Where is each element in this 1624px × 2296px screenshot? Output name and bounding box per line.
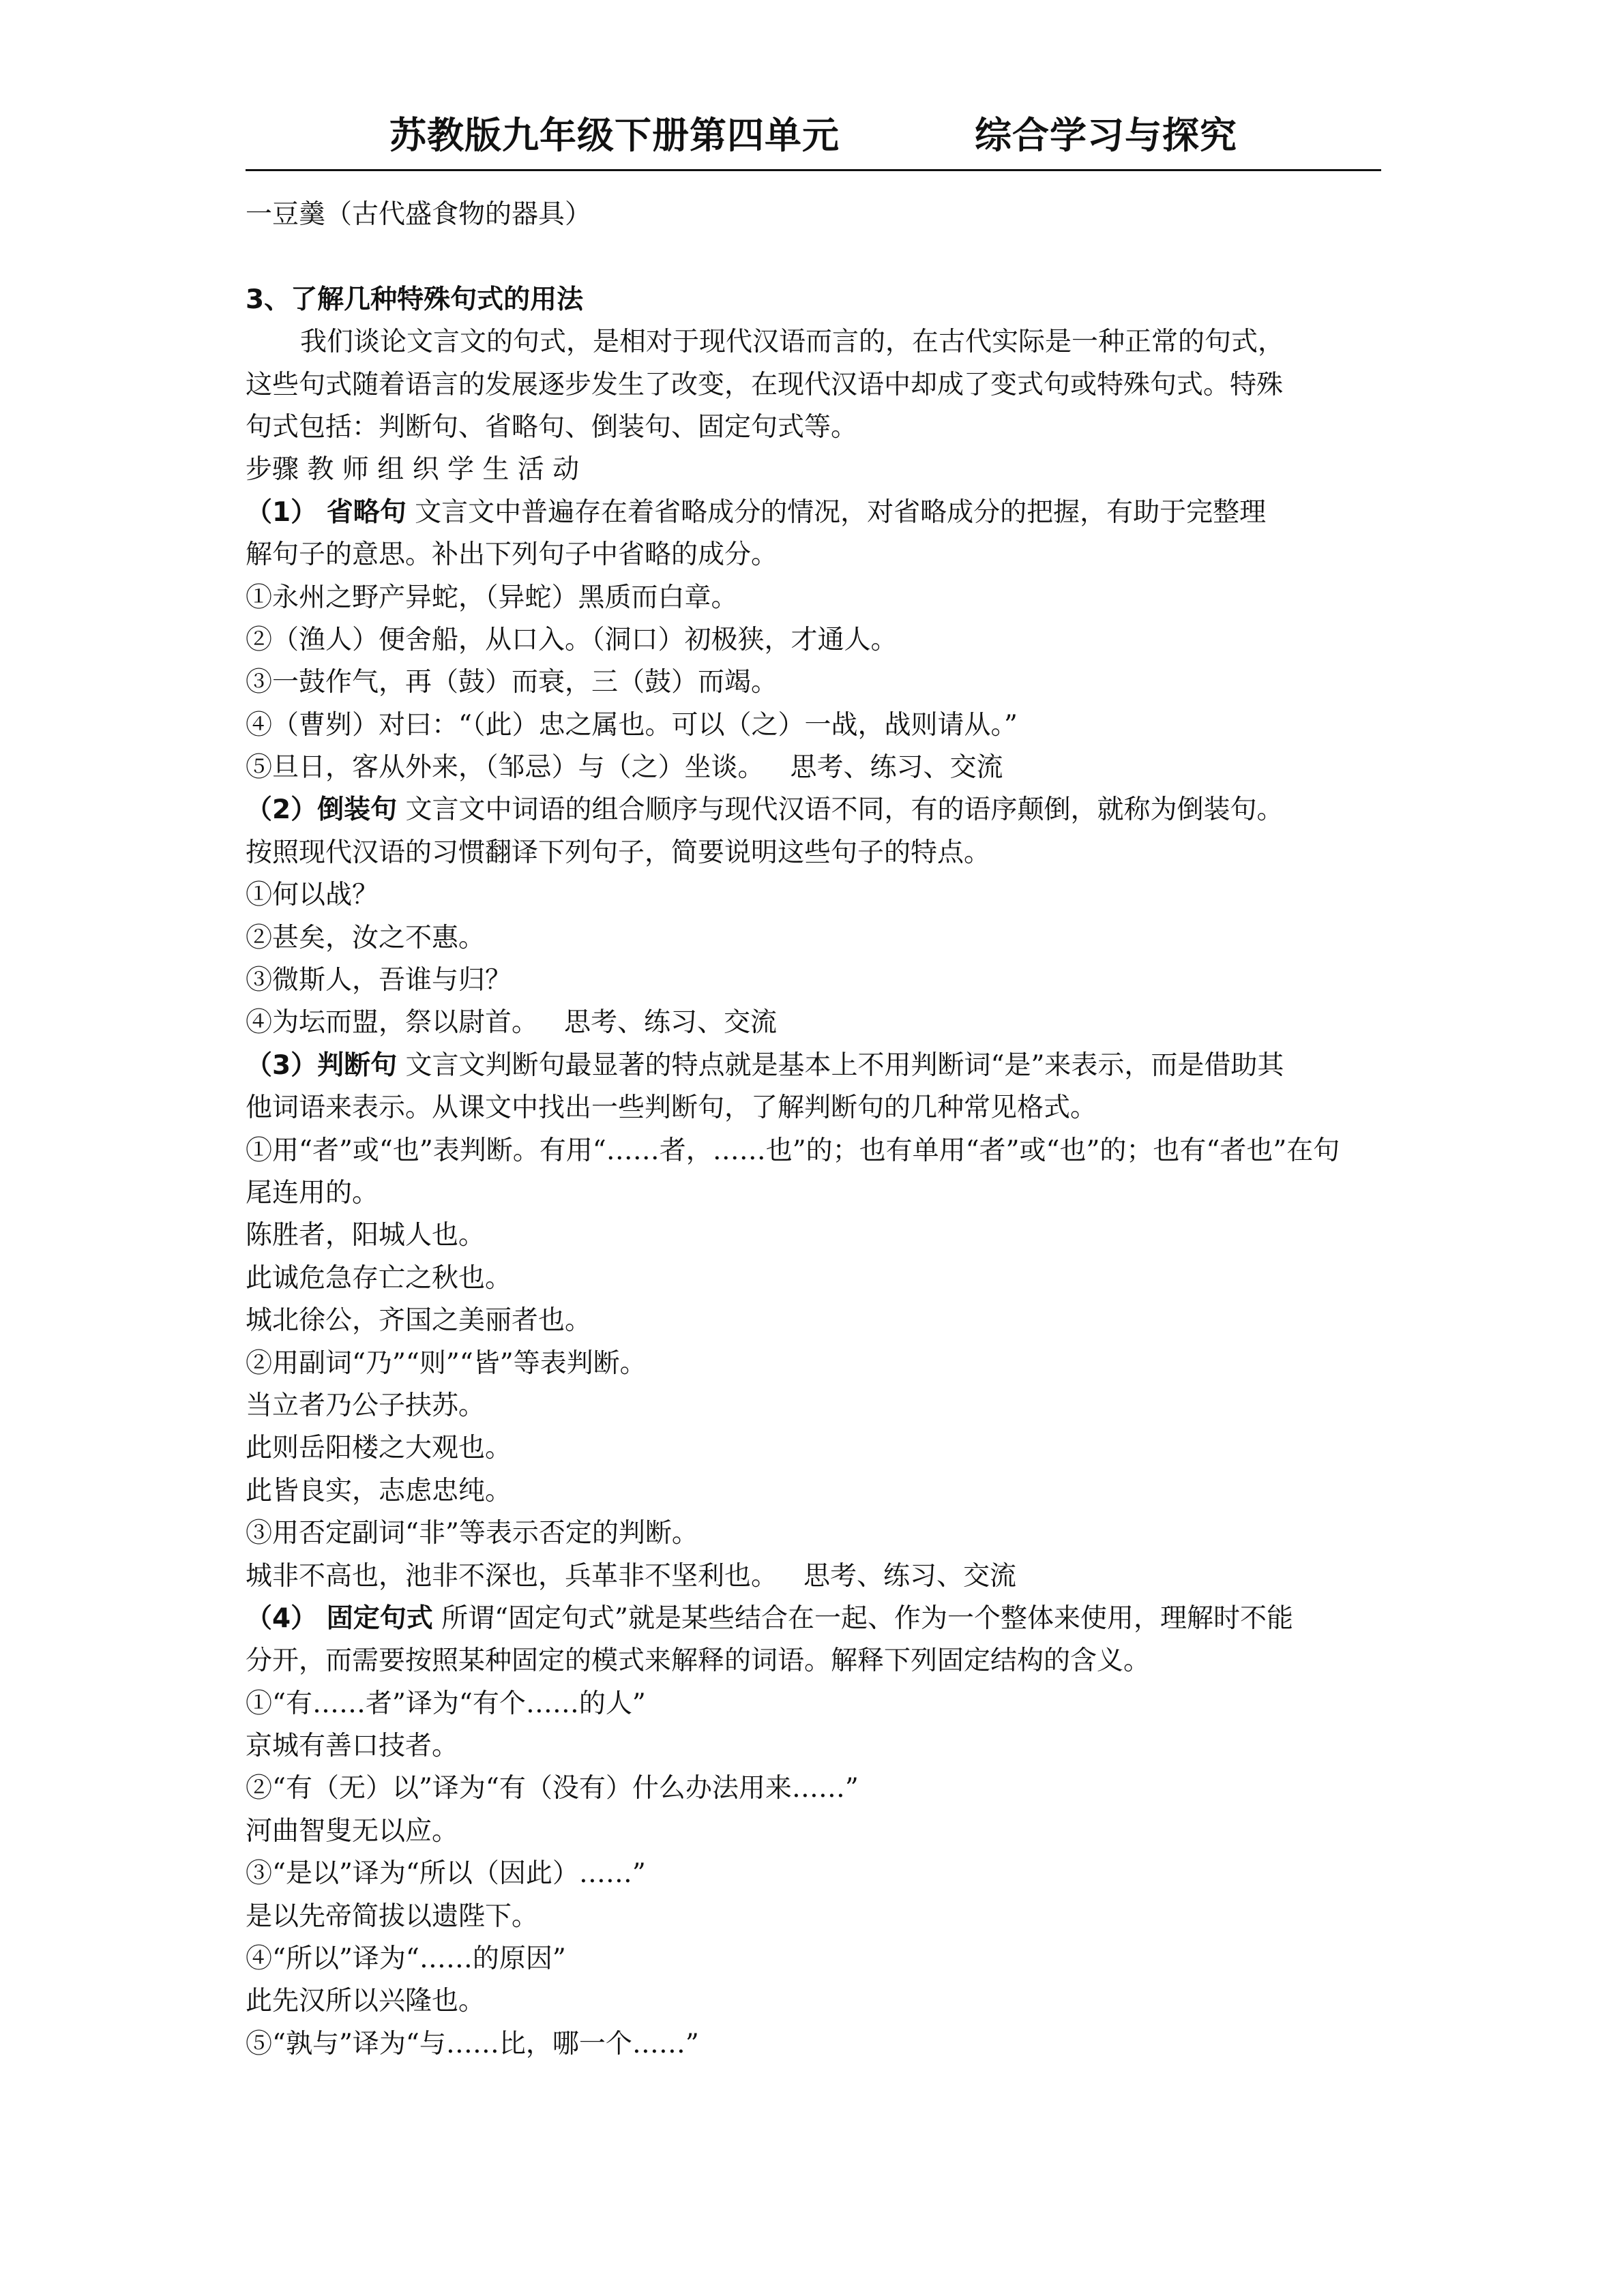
section-label: （1） 省略句 xyxy=(246,496,407,528)
line-text: 一豆羹（古代盛食物的器具） xyxy=(246,199,592,230)
text-line xyxy=(246,364,1385,406)
text-line xyxy=(246,492,1385,534)
line-text: 分开，而需要按照某种固定的模式来解释的词语。解释下列固定结构的含义。 xyxy=(246,1645,1151,1677)
student-activity-note: 思考、练习、交流 xyxy=(564,1007,778,1039)
section-label: （4） 固定句式 xyxy=(246,1602,433,1634)
line-text: 城非不高也，池非不深也，兵革非不坚利也。 xyxy=(246,1560,778,1592)
text-line xyxy=(246,194,1385,236)
line-text: 城北徐公，齐国之美丽者也。 xyxy=(246,1305,592,1337)
header-divider xyxy=(246,169,1381,171)
line-text: 文言文中词语的组合顺序与现代汉语不同，有的语序颠倒，就称为倒装句。 xyxy=(397,794,1284,826)
line-text: 我们谈论文言文的句式，是相对于现代汉语而言的，在古代实际是一种正常的句式， xyxy=(300,327,1285,358)
line-text: ②“有（无）以”译为“有（没有）什么办法用来……” xyxy=(246,1773,859,1804)
line-text: 此皆良实，志虑忠纯。 xyxy=(246,1475,512,1506)
line-text: 文言文判断句最显著的特点就是基本上不用判断词“是”来表示，而是借助其 xyxy=(397,1049,1284,1081)
line-text: ②甚矣，汝之不惠。 xyxy=(246,922,486,953)
text-line xyxy=(246,661,1385,704)
text-line xyxy=(246,1853,1385,1895)
line-text: ⑤“孰与”译为“与……比，哪一个……” xyxy=(246,2028,699,2059)
text-line xyxy=(246,1130,1385,1172)
student-activity-note: 思考、练习、交流 xyxy=(790,752,1003,784)
line-text: 句式包括：判断句、省略句、倒装句、固定句式等。 xyxy=(246,411,858,443)
text-line xyxy=(246,1810,1385,1853)
text-line xyxy=(246,959,1385,1002)
text-line xyxy=(246,279,1385,321)
text-line xyxy=(246,1640,1385,1682)
page-title: 苏教版九年级下册第四单元 综合学习与探究 xyxy=(389,114,1237,157)
text-line xyxy=(246,2023,1385,2066)
text-line xyxy=(246,832,1385,874)
line-text: ⑤旦日，客从外来，（邹忌）与（之）坐谈。 xyxy=(246,752,765,784)
line-text: 京城有善口技者。 xyxy=(246,1731,459,1762)
text-line xyxy=(246,577,1385,619)
text-line xyxy=(246,449,1385,491)
line-text: 此诚危急存亡之秋也。 xyxy=(246,1262,512,1294)
text-line xyxy=(246,1598,1385,1640)
line-text: ③一鼓作气，再（鼓）而衰，三（鼓）而竭。 xyxy=(246,667,778,698)
text-line xyxy=(246,406,1385,449)
text-line xyxy=(246,321,1385,363)
line-text: ④“所以”译为“……的原因” xyxy=(246,1943,566,1975)
line-text: ②（渔人）便舍船，从口入。（洞口）初极狭，才通人。 xyxy=(246,624,898,655)
text-line xyxy=(246,534,1385,576)
text-line xyxy=(246,1683,1385,1725)
line-text: ③微斯人，吾谁与归？ xyxy=(246,965,512,996)
text-line xyxy=(246,1427,1385,1470)
text-line xyxy=(246,1725,1385,1768)
line-text: 他词语来表示。从课文中找出一些判断句，了解判断句的几种常见格式。 xyxy=(246,1092,1097,1124)
text-line xyxy=(246,874,1385,916)
text-line xyxy=(246,1555,1385,1598)
text-line xyxy=(246,789,1385,831)
line-text: ①用“者”或“也”表判断。有用“……者，……也”的；也有单用“者”或“也”的；也有“者也”在句 xyxy=(246,1135,1340,1166)
line-text: 河曲智叟无以应。 xyxy=(246,1815,459,1847)
line-text: 是以先帝简拔以遗陛下。 xyxy=(246,1900,539,1932)
line-text: 陈胜者，阳城人也。 xyxy=(246,1220,486,1251)
text-line xyxy=(246,704,1385,747)
text-line xyxy=(246,1087,1385,1129)
text-line xyxy=(246,1768,1385,1810)
section-label: 3、了解几种特殊句式的用法 xyxy=(246,284,584,315)
section-label: （3）判断句 xyxy=(246,1049,398,1081)
text-line xyxy=(246,1214,1385,1257)
text-line xyxy=(246,1980,1385,2023)
text-line xyxy=(246,1045,1385,1087)
text-line xyxy=(246,917,1385,959)
line-text: 这些句式随着语言的发展逐步发生了改变，在现代汉语中却成了变式句或特殊句式。特殊 xyxy=(246,369,1284,400)
line-text: ④为坛而盟，祭以尉首。 xyxy=(246,1007,539,1039)
student-activity-note: 思考、练习、交流 xyxy=(803,1560,1017,1592)
text-line xyxy=(246,747,1385,789)
line-text: ④（曹刿）对曰：“（此）忠之属也。可以（之）一战，战则请从。” xyxy=(246,709,1018,741)
text-line xyxy=(246,1938,1385,1980)
text-line xyxy=(246,1896,1385,1938)
line-text: 解句子的意思。补出下列句子中省略的成分。 xyxy=(246,539,778,571)
document-body xyxy=(246,194,1385,2066)
line-text: 文言文中普遍存在着省略成分的情况，对省略成分的把握，有助于完整理 xyxy=(406,496,1267,528)
line-text: 当立者乃公子扶苏。 xyxy=(246,1390,486,1421)
line-text: ①永州之野产异蛇，（异蛇）黑质而白章。 xyxy=(246,582,738,613)
line-text: 此则岳阳楼之大观也。 xyxy=(246,1433,512,1464)
text-line xyxy=(246,1257,1385,1300)
blank-line xyxy=(246,236,1385,278)
line-text: ①“有……者”译为“有个……的人” xyxy=(246,1688,646,1719)
text-line xyxy=(246,1385,1385,1427)
text-line xyxy=(246,1343,1385,1385)
text-line xyxy=(246,1512,1385,1555)
line-text: 步骤 教 师 组 织 学 生 活 动 xyxy=(246,454,580,486)
line-text: 此先汉所以兴隆也。 xyxy=(246,1986,486,2017)
text-line xyxy=(246,1300,1385,1342)
line-text: 尾连用的。 xyxy=(246,1177,379,1208)
text-line xyxy=(246,1172,1385,1214)
line-text: 所谓“固定句式”就是某些结合在一起、作为一个整体来使用，理解时不能 xyxy=(432,1602,1293,1634)
line-text: ②用副词“乃”“则”“皆”等表判断。 xyxy=(246,1347,647,1379)
line-text: 按照现代汉语的习惯翻译下列句子，简要说明这些句子的特点。 xyxy=(246,837,991,868)
text-line xyxy=(246,619,1385,661)
text-line xyxy=(246,1002,1385,1044)
section-label: （2）倒装句 xyxy=(246,794,398,826)
line-text: ③“是以”译为“所以（因此）……” xyxy=(246,1858,646,1890)
text-line xyxy=(246,1470,1385,1512)
line-text: ①何以战？ xyxy=(246,880,379,911)
line-text: ③用否定副词“非”等表示否定的判断。 xyxy=(246,1518,698,1549)
